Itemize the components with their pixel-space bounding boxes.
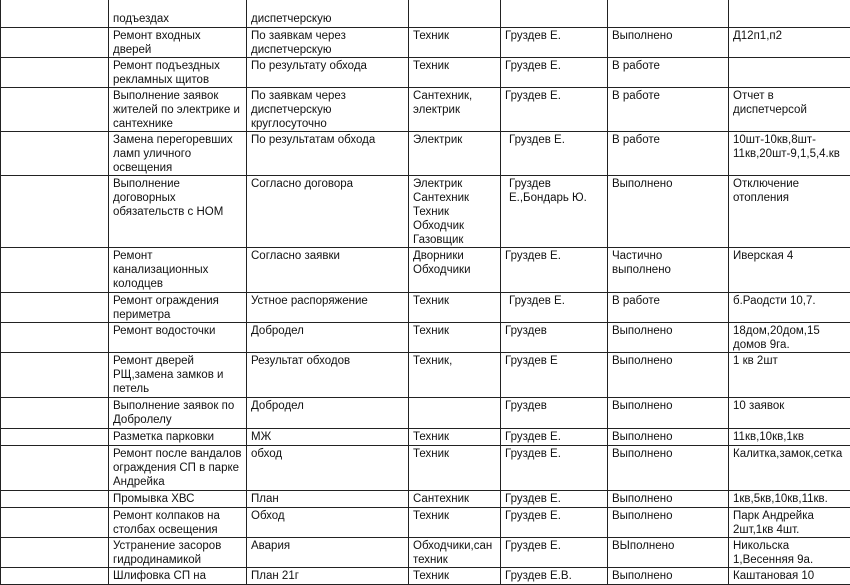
status-cell — [608, 0, 729, 27]
work-type-cell: Ремонт колпаков на столбах освещения — [109, 507, 247, 537]
responsible-cell: Груздев Е. — [501, 247, 608, 292]
status-cell: Выполнено — [608, 175, 729, 247]
work-type-cell: Выполнение договорных обязательств с НОМ — [109, 175, 247, 247]
table-row — [1, 27, 850, 57]
note-cell: Парк Андрейка 2шт,1кв 4шт. — [729, 507, 850, 537]
responsible-cell: Груздев Е. — [501, 490, 608, 507]
work-type-cell: Ремонт входных дверей — [109, 27, 247, 57]
executor-cell: Сантехник, электрик — [409, 87, 501, 131]
table-row — [1, 0, 850, 27]
work-type-cell: Ремонт подъездных рекламных щитов — [109, 57, 247, 87]
executor-cell: Техник — [409, 292, 501, 322]
row-index-cell — [1, 397, 109, 428]
table-row — [1, 537, 850, 567]
responsible-cell: Груздев Е. — [501, 428, 608, 445]
executor-cell: Техник, — [409, 352, 501, 397]
executor-cell: Дворники Обходчики — [409, 247, 501, 292]
status-cell: Выполнено — [608, 507, 729, 537]
row-index-cell — [1, 352, 109, 397]
note-cell: 1 кв 2шт — [729, 352, 850, 397]
table-row — [1, 57, 850, 87]
note-cell: 18дом,20дом,15 домов 9га. — [729, 322, 850, 352]
note-cell: 1кв,5кв,10кв,11кв. — [729, 490, 850, 507]
basis-cell: План 21г — [247, 567, 409, 584]
table-row — [1, 322, 850, 352]
row-index-cell — [1, 247, 109, 292]
note-cell: Никольска 1,Весенняя 9а. — [729, 537, 850, 567]
status-cell: В работе — [608, 131, 729, 175]
status-cell: Выполнено — [608, 445, 729, 490]
status-cell: Выполнено — [608, 397, 729, 428]
executor-cell: Техник — [409, 322, 501, 352]
row-index-cell — [1, 537, 109, 567]
responsible-cell: Груздев Е. — [501, 507, 608, 537]
row-index-cell — [1, 0, 109, 27]
executor-cell — [409, 0, 501, 27]
row-index-cell — [1, 507, 109, 537]
status-cell: ВЫполнено — [608, 537, 729, 567]
executor-cell: Техник — [409, 27, 501, 57]
executor-cell — [409, 397, 501, 428]
basis-cell: Авария — [247, 537, 409, 567]
row-index-cell — [1, 292, 109, 322]
responsible-cell: Груздев Е. — [501, 445, 608, 490]
row-index-cell — [1, 322, 109, 352]
responsible-cell — [501, 0, 608, 27]
table-row — [1, 292, 850, 322]
basis-cell: диспетчерскую — [247, 0, 409, 27]
responsible-cell: Груздев Е — [501, 352, 608, 397]
work-type-cell: Замена перегоревших ламп уличного освещения — [109, 131, 247, 175]
status-cell: Выполнено — [608, 352, 729, 397]
row-index-cell — [1, 490, 109, 507]
status-cell: Выполнено — [608, 490, 729, 507]
status-cell: Частично выполнено — [608, 247, 729, 292]
status-cell: Выполнено — [608, 567, 729, 584]
note-cell: Каштановая 10 — [729, 567, 850, 584]
basis-cell: Согласно заявки — [247, 247, 409, 292]
responsible-cell: Груздев Е. — [501, 537, 608, 567]
basis-cell: По заявкам через диспетчерскую круглосуточно — [247, 87, 409, 131]
work-type-cell: Ремонт канализационных колодцев — [109, 247, 247, 292]
status-cell: В работе — [608, 57, 729, 87]
basis-cell: Согласно договора — [247, 175, 409, 247]
status-cell: Выполнено — [608, 322, 729, 352]
row-index-cell — [1, 428, 109, 445]
work-type-cell: Выполнение заявок жителей по электрике и сантехнике — [109, 87, 247, 131]
table-row — [1, 247, 850, 292]
work-type-cell: Ремонт ограждения периметра — [109, 292, 247, 322]
executor-cell: Техник — [409, 57, 501, 87]
note-cell: Иверская 4 — [729, 247, 850, 292]
table-row — [1, 507, 850, 537]
basis-cell: обход — [247, 445, 409, 490]
basis-cell: Устное распоряжение — [247, 292, 409, 322]
table-row — [1, 131, 850, 175]
responsible-cell: Груздев Е. — [501, 27, 608, 57]
note-cell: Калитка,замок,сетка — [729, 445, 850, 490]
note-cell: Д12п1,п2 — [729, 27, 850, 57]
row-index-cell — [1, 57, 109, 87]
basis-cell: По результатам обхода — [247, 131, 409, 175]
responsible-cell: Груздев Е.В. — [501, 567, 608, 584]
row-index-cell — [1, 27, 109, 57]
executor-cell: Техник — [409, 445, 501, 490]
basis-cell: По заявкам через диспетчерскую — [247, 27, 409, 57]
basis-cell: Добродел — [247, 322, 409, 352]
note-cell: Отчет в диспетчерсой — [729, 87, 850, 131]
executor-cell: Электрик — [409, 131, 501, 175]
responsible-cell: Груздев Е.,Бондарь Ю. — [501, 175, 608, 247]
note-cell — [729, 0, 850, 27]
work-type-cell: Ремонт после вандалов ограждения СП в парке Андрейка — [109, 445, 247, 490]
status-cell: Выполнено — [608, 428, 729, 445]
table-row — [1, 428, 850, 445]
work-type-cell: Ремонт водосточки — [109, 322, 247, 352]
row-index-cell — [1, 175, 109, 247]
note-cell: 10шт-10кв,8шт- 11кв,20шт-9,1,5,4.кв — [729, 131, 850, 175]
basis-cell: Добродел — [247, 397, 409, 428]
basis-cell: Обход — [247, 507, 409, 537]
basis-cell: По результату обхода — [247, 57, 409, 87]
status-cell: В работе — [608, 87, 729, 131]
table-row — [1, 490, 850, 507]
responsible-cell: Груздев — [501, 397, 608, 428]
note-cell — [729, 57, 850, 87]
table-row — [1, 352, 850, 397]
basis-cell: План — [247, 490, 409, 507]
work-type-cell: подъездах — [109, 0, 247, 27]
work-type-cell: Ремонт дверей РЩ,замена замков и петель — [109, 352, 247, 397]
executor-cell: Сантехник — [409, 490, 501, 507]
note-cell: 11кв,10кв,1кв — [729, 428, 850, 445]
responsible-cell: Груздев Е. — [501, 87, 608, 131]
row-index-cell — [1, 567, 109, 584]
row-index-cell — [1, 87, 109, 131]
table-row — [1, 445, 850, 490]
table-row — [1, 87, 850, 131]
responsible-cell: Груздев — [501, 322, 608, 352]
responsible-cell: Груздев Е. — [501, 292, 608, 322]
status-cell: В работе — [608, 292, 729, 322]
row-index-cell — [1, 445, 109, 490]
basis-cell: Результат обходов — [247, 352, 409, 397]
work-type-cell: Шлифовка СП на — [109, 567, 247, 584]
executor-cell: Техник — [409, 428, 501, 445]
note-cell: б.Раодсти 10,7. — [729, 292, 850, 322]
responsible-cell: Груздев Е. — [501, 57, 608, 87]
executor-cell: Техник — [409, 567, 501, 584]
work-type-cell: Разметка парковки — [109, 428, 247, 445]
executor-cell: Обходчики,сан техник — [409, 537, 501, 567]
status-cell: Выполнено — [608, 27, 729, 57]
row-index-cell — [1, 131, 109, 175]
work-type-cell: Выполнение заявок по Добролелу — [109, 397, 247, 428]
work-type-cell: Промывка ХВС — [109, 490, 247, 507]
responsible-cell: Груздев Е. — [501, 131, 608, 175]
work-type-cell: Устранение засоров гидродинамикой — [109, 537, 247, 567]
note-cell: 10 заявок — [729, 397, 850, 428]
executor-cell: Техник — [409, 507, 501, 537]
table-row — [1, 175, 850, 247]
table-row — [1, 397, 850, 428]
table-row — [1, 567, 850, 584]
note-cell: Отключение отопления — [729, 175, 850, 247]
executor-cell: Электрик Сантехник Техник Обходчик Газовщик — [409, 175, 501, 247]
basis-cell: МЖ — [247, 428, 409, 445]
